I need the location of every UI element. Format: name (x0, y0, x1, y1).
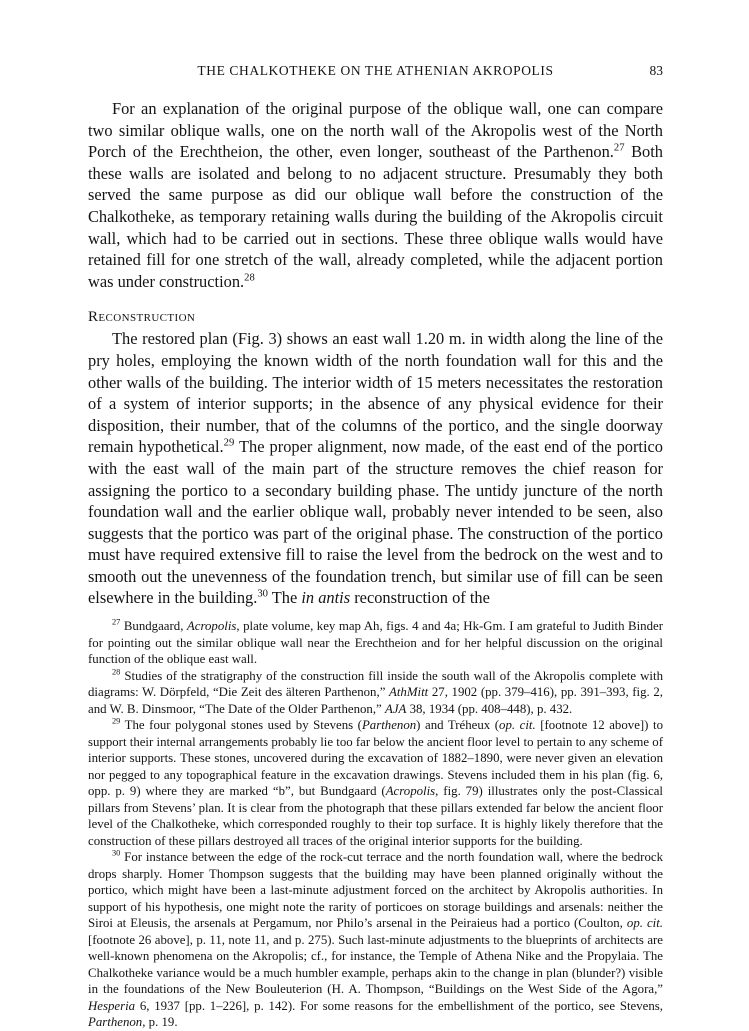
footnote-ref-29[interactable]: 29 (223, 437, 235, 449)
fn30-italic-1: op. cit. (626, 916, 663, 931)
running-head (88, 63, 663, 83)
fn30-text-b: [footnote 26 above], p. 11, note 11, and p. 275). Such last-minute adjustments to the blueprints of architects are well-known phenomena on the Akropolis; cf., for instance, the Temple of Athena Nike and the Propylaia. The Chalkotheke variance would be a much humbler example, perhaps akin to the change in plan (blunder?) visible in the foundations of the New Bouleuterion (H. A. Thompson, “Buildings on the West Side of the Agora,” (88, 932, 663, 997)
footnote-ref-30[interactable]: 30 (257, 589, 268, 600)
para2-text-d: reconstruction of the (350, 588, 490, 608)
paragraph-restored-plan (88, 328, 663, 609)
footnote-number-28: 28 (112, 667, 121, 677)
para2-text-b: The proper alignment, now made, of the east end of the portico with the east wall of the main part of the structure removes the chief reason for assigning the portico to a secondary building phase. The untidy juncture of the north foundation wall and the earlier oblique wall, probably never intended to be seen, also suggests that the portico was part of the original phase. The construction of the portico must have required extensive fill to raise the level from the bedrock on the west and to smooth out the unevenness of the foundation trench, but similar use of fill can be seen elsewhere in the building. (88, 437, 664, 608)
fn29-italic-3: Acropolis (385, 784, 436, 799)
footnote-30 (88, 849, 663, 1031)
footnotes (88, 618, 663, 1031)
section-heading-reconstruction: Reconstruction (88, 309, 196, 326)
fn29-italic-2: op. cit. (499, 718, 536, 733)
footnote-number-30: 30 (112, 848, 121, 858)
running-title: THE CHALKOTHEKE ON THE ATHENIAN AKROPOLIS (197, 63, 554, 78)
footnote-28 (88, 668, 663, 718)
fn30-text-a: For instance between the edge of the rock-cut terrace and the north foundation wall, where the bedrock drops sharply. Homer Thompson suggests that the building may have been planned originally without the portico, which might have been a last-minute adjustment forced on the architect by Akropolis authorities. In support of his hypothesis, one might note the rarity of porticoes on storage buildings and arsenals: neither the Siroi at Eleusis, the arsenals at Pergamum, nor Philo’s arsenal in the Peiraieus had a portico (Coulton, (88, 850, 663, 931)
footnote-27 (88, 618, 663, 668)
fn30-italic-2: Hesperia (88, 998, 136, 1013)
para2-italic-in-antis: in antis (301, 588, 351, 608)
fn29-text-d: , fig. 79) illustrates only the post-Classical pillars from Stevens’ plan. It is clear from the photograph that these pillars extended far below the ancient floor level of the Chalkotheke, which corresponded roughly to their top surface. It is highly likely therefore that the construction of these pillars destroyed all traces of the original interior supports for the building. (88, 784, 663, 848)
page-number: 83 (649, 63, 663, 78)
footnote-number-29: 29 (112, 716, 121, 726)
fn27-italic-1: Acropolis (186, 619, 237, 634)
paragraph-oblique-walls (88, 98, 663, 292)
para1-text-a: For an explanation of the original purpose of the oblique wall, one can compare two similar oblique walls, one on the north wall of the Akropolis west of the North Porch of the Erechtheion, the other, even longer, southeast of the Parthenon. (88, 99, 663, 162)
fn27-text-b: , plate volume, key map Ah, figs. 4 and 4a; Hk-Gm. I am grateful to Judith Binder for pointing out the similar oblique wall near the Erechtheion and for her helpful discussion on the original function of the oblique east wall. (88, 619, 663, 667)
fn28-italic-2: AJA (384, 701, 407, 716)
fn30-text-d: , p. 19. (142, 1015, 178, 1030)
para1-text-b: Both these walls are isolated and belong to no adjacent structure. Presumably they both served the same purpose as did our oblique wall before the construction of the Chalkotheke, as temporary retaining walls during the building of the Akropolis circuit wall, which had to be carried out in sections. These three oblique walls would have retained fill for one stretch of the wall, already completed, while the adjacent portion was under construction. (88, 142, 663, 291)
fn28-text-b: 27, 1902 (pp. 379–416), pp. 391–393, fig. 2, and W. B. Dinsmoor, “The Date of the Older Parthenon,” (88, 685, 663, 716)
fn28-text-a: Studies of the stratigraphy of the construction fill inside the south wall of the Akropolis complete with diagrams: W. Dörpfeld, “Die Zeit des älteren Parthenon,” (88, 668, 663, 700)
fn30-italic-3: Parthenon (88, 1015, 143, 1030)
fn29-text-a: The four polygonal stones used by Stevens ( (120, 718, 362, 733)
footnote-ref-28[interactable]: 28 (244, 272, 255, 284)
para2-text-a: The restored plan (Fig. 3) shows an east wall 1.20 m. in width along the line of the pry holes, employing the known width of the north foundation wall for this and the other walls of the building. The interior width of 15 meters necessitates the restoration of a system of interior supports; in the absence of any physical evidence for their disposition, their number, that of the columns of the portico, and the single doorway remain hypothetical. (88, 329, 663, 457)
para2-text-c: The (267, 588, 302, 608)
footnote-number-27: 27 (112, 617, 121, 627)
body-text (88, 98, 663, 609)
footnote-29 (88, 717, 663, 849)
fn27-text-a: Bundgaard, (120, 619, 187, 634)
fn28-text-c: 38, 1934 (pp. 408–448), p. 432. (406, 701, 573, 716)
fn29-text-b: ) and Tréheux ( (416, 718, 500, 733)
footnote-ref-27[interactable]: 27 (613, 142, 625, 154)
fn29-italic-1: Parthenon (361, 718, 417, 733)
fn28-italic-1: AthMitt (389, 685, 429, 700)
fn30-text-c: 6, 1937 [pp. 1–226], p. 142). For some reasons for the embellishment of the portico, see Stevens, (135, 998, 663, 1013)
fn29-text-c: [footnote 12 above]) to support their internal arrangements probably lie too far below the ancient floor level to pertain to any scheme of interior supports. These stones, uncovered during the excavation of 1882–1890, were never given an elevation nor pegged to any topographical feature in the excavation drawings. Stevens included them in his plan (fig. 6, opp. p. 9) where they are marked “b”, but Bundgaard ( (88, 718, 663, 799)
